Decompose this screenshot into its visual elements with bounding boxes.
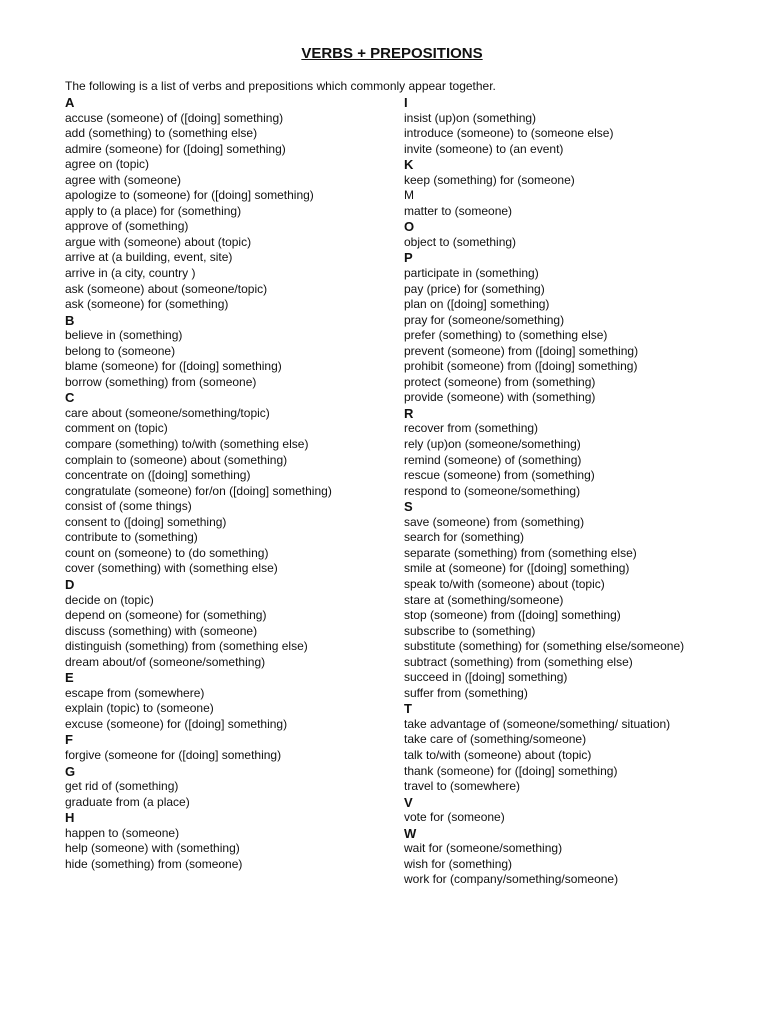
verb-entry: vote for (someone) (404, 810, 505, 825)
verb-entry: arrive in (a city, country ) (65, 266, 196, 281)
verb-entry: get rid of (something) (65, 779, 179, 794)
verb-entry: substitute (something) for (something else/someone) (404, 639, 685, 654)
verb-entry: consent to ([doing] something) (65, 514, 227, 529)
verb-entry: search for (something) (404, 530, 525, 545)
verb-entry: protect (someone) from (something) (404, 374, 596, 389)
verb-entry: participate in (something) (404, 266, 539, 281)
verb-entry: travel to (somewhere) (404, 779, 521, 794)
verb-entry: compare (something) to/with (something else) (65, 437, 309, 452)
verb-entry: happen to (someone) (65, 825, 180, 840)
verb-entry: speak to/with (someone) about (topic) (404, 576, 605, 591)
verb-entry: succeed in ([doing] something) (404, 670, 568, 685)
verb-entry: prevent (someone) from ([doing] something) (404, 343, 639, 358)
verb-entry: arrive at (a building, event, site) (65, 250, 233, 265)
left-column (65, 95, 385, 872)
verb-entry: help (someone) with (something) (65, 841, 240, 856)
verb-entry: pay (price) for (something) (404, 281, 545, 296)
verb-entry: explain (topic) to (someone) (65, 701, 214, 716)
verb-entry: discuss (something) with (someone) (65, 623, 258, 638)
verb-entry: take advantage of (someone/something/ situation) (404, 716, 671, 731)
verb-entry: depend on (someone) for (something) (65, 608, 267, 623)
verb-entry: blame (someone) for ([doing] something) (65, 359, 282, 374)
verb-entry: thank (someone) for ([doing] something) (404, 763, 618, 778)
verb-entry: subtract (something) from (something else) (404, 654, 633, 669)
verb-entry: prefer (something) to (something else) (404, 328, 608, 343)
verb-entry: approve of (something) (65, 219, 189, 234)
section-letter: G (65, 763, 76, 779)
verb-entry: concentrate on ([doing] something) (65, 468, 251, 483)
verb-entry: talk to/with (someone) about (topic) (404, 747, 592, 762)
verb-entry: count on (someone) to (do something) (65, 545, 269, 560)
verb-entry: prohibit (someone) from ([doing] something) (404, 359, 638, 374)
section-letter: D (65, 576, 75, 592)
verb-entry: excuse (someone) for ([doing] something) (65, 716, 288, 731)
verb-entry: insist (up)on (something) (404, 110, 537, 125)
verb-entry: separate (something) from (something else) (404, 545, 637, 560)
verb-entry: apply to (a place) for (something) (65, 203, 242, 218)
page-title: VERBS + PREPOSITIONS (301, 45, 483, 62)
section-letter: E (65, 670, 74, 686)
verb-entry: contribute to (something) (65, 530, 198, 545)
verb-entry: remind (someone) of (something) (404, 452, 582, 467)
verb-entry: apologize to (someone) for ([doing] something) (65, 188, 314, 203)
verb-entry: subscribe to (something) (404, 623, 536, 638)
section-letter: I (404, 95, 408, 110)
verb-entry: rescue (someone) from (something) (404, 468, 595, 483)
verb-entry: respond to (someone/something) (404, 483, 581, 498)
verb-entry: dream about/of (someone/something) (65, 654, 266, 669)
section-letter: A (65, 95, 75, 110)
verb-entry: believe in (something) (65, 328, 183, 343)
verb-entry: smile at (someone) for ([doing] something) (404, 561, 630, 576)
section-letter: F (65, 732, 73, 748)
verb-entry: take care of (something/someone) (404, 732, 587, 747)
verb-entry: keep (something) for (someone) (404, 172, 575, 187)
verb-entry: admire (someone) for ([doing] something) (65, 141, 286, 156)
verb-entry: pray for (someone/something) (404, 312, 565, 327)
verb-entry: cover (something) with (something else) (65, 561, 278, 576)
verb-entry: plan on ([doing] something) (404, 297, 550, 312)
verb-entry: work for (company/something/someone) (404, 872, 619, 887)
verb-entry: ask (someone) for (something) (65, 297, 229, 312)
verb-entry: belong to (someone) (65, 343, 176, 358)
right-column (404, 95, 744, 888)
section-letter: O (404, 219, 415, 235)
verb-entry: stare at (something/someone) (404, 592, 564, 607)
verb-entry: stop (someone) from ([doing] something) (404, 608, 621, 623)
verb-entry: complain to (someone) about (something) (65, 452, 288, 467)
section-letter: B (65, 312, 75, 328)
section-letter: P (404, 250, 413, 266)
verb-entry: escape from (somewhere) (65, 685, 205, 700)
section-letter: R (404, 405, 414, 421)
verb-entry: recover from (something) (404, 421, 539, 436)
verb-entry: distinguish (something) from (something else) (65, 639, 308, 654)
verb-entry: hide (something) from (someone) (65, 856, 243, 871)
verb-entry: care about (someone/something/topic) (65, 405, 270, 420)
section-letter: T (404, 701, 412, 717)
verb-entry: accuse (someone) of ([doing] something) (65, 110, 284, 125)
verb-entry: object to (something) (404, 234, 517, 249)
verb-entry: consist of (some things) (65, 499, 192, 514)
section-letter: V (404, 794, 413, 810)
verb-entry: wish for (something) (404, 856, 513, 871)
intro-text: The following is a list of verbs and prepositions which commonly appear together. (65, 79, 496, 93)
verb-entry: matter to (someone) (404, 203, 513, 218)
verb-entry: ask (someone) about (someone/topic) (65, 281, 268, 296)
verb-entry: agree with (someone) (65, 172, 182, 187)
verb-entry: borrow (something) from (someone) (65, 374, 257, 389)
verb-entry: agree on (topic) (65, 157, 150, 172)
verb-entry: graduate from (a place) (65, 794, 190, 809)
section-letter: W (404, 825, 417, 841)
section-letter: K (404, 157, 414, 173)
verb-entry: provide (someone) with (something) (404, 390, 596, 405)
verb-entry: introduce (someone) to (someone else) (404, 126, 614, 141)
section-letter: H (65, 810, 75, 826)
verb-entry: rely (up)on (someone/something) (404, 437, 581, 452)
verb-entry: save (someone) from (something) (404, 514, 585, 529)
section-letter: S (404, 499, 413, 515)
verb-entry: invite (someone) to (an event) (404, 141, 564, 156)
verb-entry: add (something) to (something else) (65, 126, 258, 141)
verb-entry: decide on (topic) (65, 592, 154, 607)
verb-entry: forgive (someone for ([doing] something) (65, 747, 282, 762)
verb-entry: congratulate (someone) for/on ([doing] something) (65, 483, 332, 498)
verb-entry: comment on (topic) (65, 421, 168, 436)
verb-entry: suffer from (something) (404, 685, 528, 700)
verb-entry: argue with (someone) about (topic) (65, 234, 252, 249)
section-letter: C (65, 390, 75, 406)
section-letter: M (404, 188, 414, 203)
verb-entry: wait for (someone/something) (404, 841, 563, 856)
